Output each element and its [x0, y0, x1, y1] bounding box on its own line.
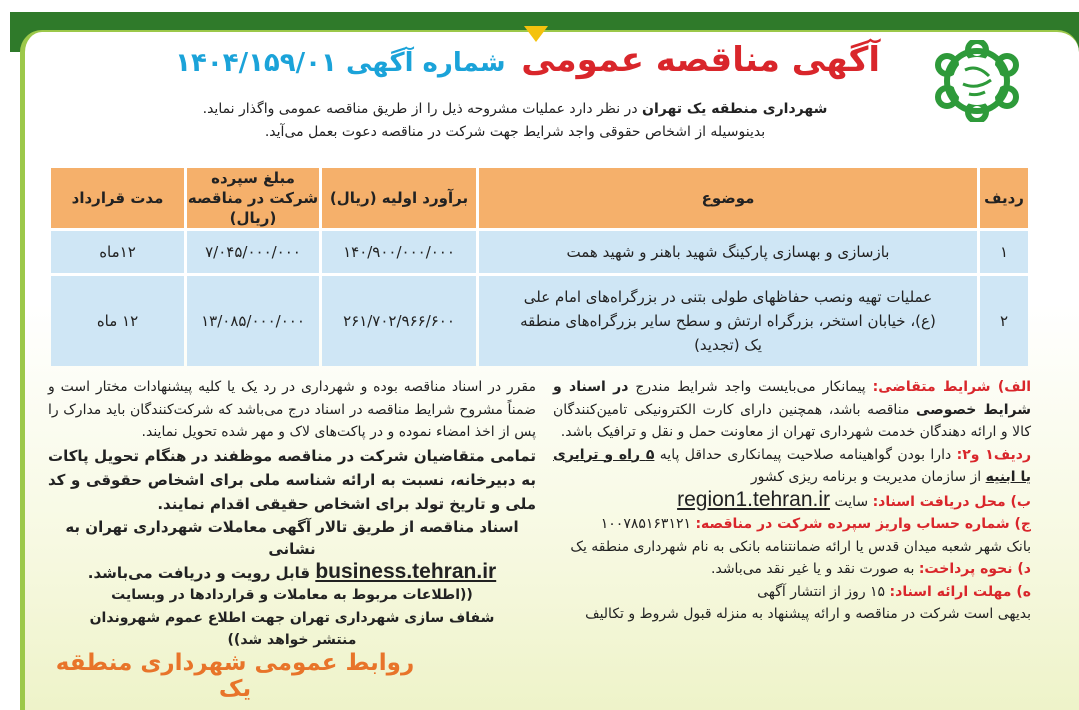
col-header-subject: موضوع: [479, 168, 977, 228]
col-header-duration: مدت قرارداد: [51, 168, 184, 228]
notice-title: [175, 40, 880, 80]
cell-estimate: ۱۴۰/۹۰۰/۰۰۰/۰۰۰: [322, 231, 476, 273]
left-p2: تمامی متقاضیان شرکت در مناقصه موظفند در هنگام تحویل پاکات به دبیرخانه، نسبت به ارائه شناسه ملی برای اشخاص حقوقی و کد ملی و تاریخ تولد برای اشخاص حقیقی اقدام نمایند.: [48, 446, 536, 513]
tender-table: [48, 165, 1031, 369]
cell-estimate: ۲۶۱/۷۰۲/۹۶۶/۶۰۰: [322, 276, 476, 366]
condition-tail: بدیهی است شرکت در مناقصه و ارائه پیشنهاد به منزله قبول شروط و تکالیف: [585, 606, 1031, 622]
title-text: آگهی مناقصه عمومی: [521, 40, 880, 80]
table-row: [51, 276, 1028, 366]
condition-c: ج) شماره حساب واریز سپرده شرکت در مناقصه: ۱۰۰۷۸۵۱۶۳۱۲۱: [600, 516, 1031, 532]
cell-subject: عملیات تهیه ونصب حفاظهای طولی بتنی در بزرگراه‌های امام علی (ع)، خیابان استخر، بزرگراه ارتش و سطح سایر بزرگراه‌های منطقه یک (تجدید): [479, 276, 977, 366]
business-link[interactable]: business.tehran.ir: [315, 559, 497, 583]
table-header-row: [51, 168, 1028, 228]
left-column: [48, 376, 536, 652]
condition-e: ه) مهلت ارائه اسناد: ۱۵ روز از انتشار آگهی: [757, 583, 1031, 600]
cell-duration: ۱۲ماه: [51, 231, 184, 273]
condition-rows: ردیف۱ و۲: دارا بودن گواهینامه صلاحیت پیمانکاری حداقل پایه ۵ راه و ترابری یا ابنیه از سازمان مدیریت و برنامه ریزی کشور: [553, 446, 1032, 485]
conditions-column: [553, 376, 1031, 626]
table-row: [51, 231, 1028, 273]
cell-no: ۱: [980, 231, 1028, 273]
org-name: شهرداری منطقه یک تهران: [642, 101, 828, 117]
cell-deposit: ۷/۰۴۵/۰۰۰/۰۰۰: [187, 231, 319, 273]
footer-signature: روابط عمومی شهرداری منطقه یک: [55, 650, 415, 702]
intro-text: [120, 98, 910, 144]
condition-a: الف) شرایط متقاضی: پیمانکار می‌بایست واجد شرایط مندرج در اسناد و شرایط خصوصی مناقصه باشد، همچنین دارای کارت الکترونیکی تامین‌کنندگان کالا و ارائه دهندگان خدمت شهرداری تهران از معاونت حمل و نقل و ترافیک باشد.: [553, 379, 1032, 440]
col-header-deposit: مبلغ سپرده شرکت در مناقصه (ریال): [187, 169, 319, 227]
notice-number: شماره آگهی ۱۴۰۴/۱۵۹/۰۱: [175, 48, 506, 78]
left-p3: اسناد مناقصه از طریق تالار آگهی معاملات شهرداری تهران به نشانی business.tehran.ir قابل رویت و دریافت می‌باشد.: [65, 517, 519, 583]
condition-d: د) نحوه پرداخت: به صورت نقد و یا غیر نقد می‌باشد.: [711, 561, 1031, 577]
col-header-estimate: برآورد اولیه (ریال): [322, 168, 476, 228]
cell-deposit: ۱۳/۰۸۵/۰۰۰/۰۰۰: [187, 276, 319, 366]
left-p4: ((اطلاعات مربوط به معاملات و قراردادها در وبسایت شفاف سازی شهرداری تهران جهت اطلاع عموم شهروندان منتشر خواهد شد)): [89, 587, 495, 648]
cell-duration: ۱۲ ماه: [51, 276, 184, 366]
region1-link[interactable]: region1.tehran.ir: [677, 487, 831, 511]
condition-c-bank: بانک شهر شعبه میدان قدس یا ارائه ضمانتنامه بانکی به نام شهرداری منطقه یک: [570, 538, 1031, 555]
condition-b: ب) محل دریافت اسناد: سایت region1.tehran.ir: [677, 487, 1031, 511]
tehran-municipality-logo-icon: [925, 40, 1030, 122]
intro-line1: در نظر دارد عملیات مشروحه ذیل را از طریق مناقصه عمومی واگذار نماید.: [202, 101, 642, 117]
cell-no: ۲: [980, 276, 1028, 366]
cell-subject: بازسازی و بهسازی پارکینگ شهید باهنر و شهید همت: [479, 231, 977, 273]
left-p1: مقرر در اسناد مناقصه بوده و شهرداری در رد یک یا کلیه پیشنهادات مختار است و ضمناً مشروح شرایط مناقصه در اسناد درج می‌باشد که شرکت‌کنندگان باید مدارک را پس از اخذ امضاء نموده و در پاکت‌های لاک و مهر شده تحویل نمایند.: [48, 379, 536, 440]
col-header-no: ردیف: [980, 168, 1028, 228]
intro-line2: بدینوسیله از اشخاص حقوقی واجد شرایط جهت شرکت در مناقصه دعوت بعمل می‌آید.: [264, 124, 766, 140]
